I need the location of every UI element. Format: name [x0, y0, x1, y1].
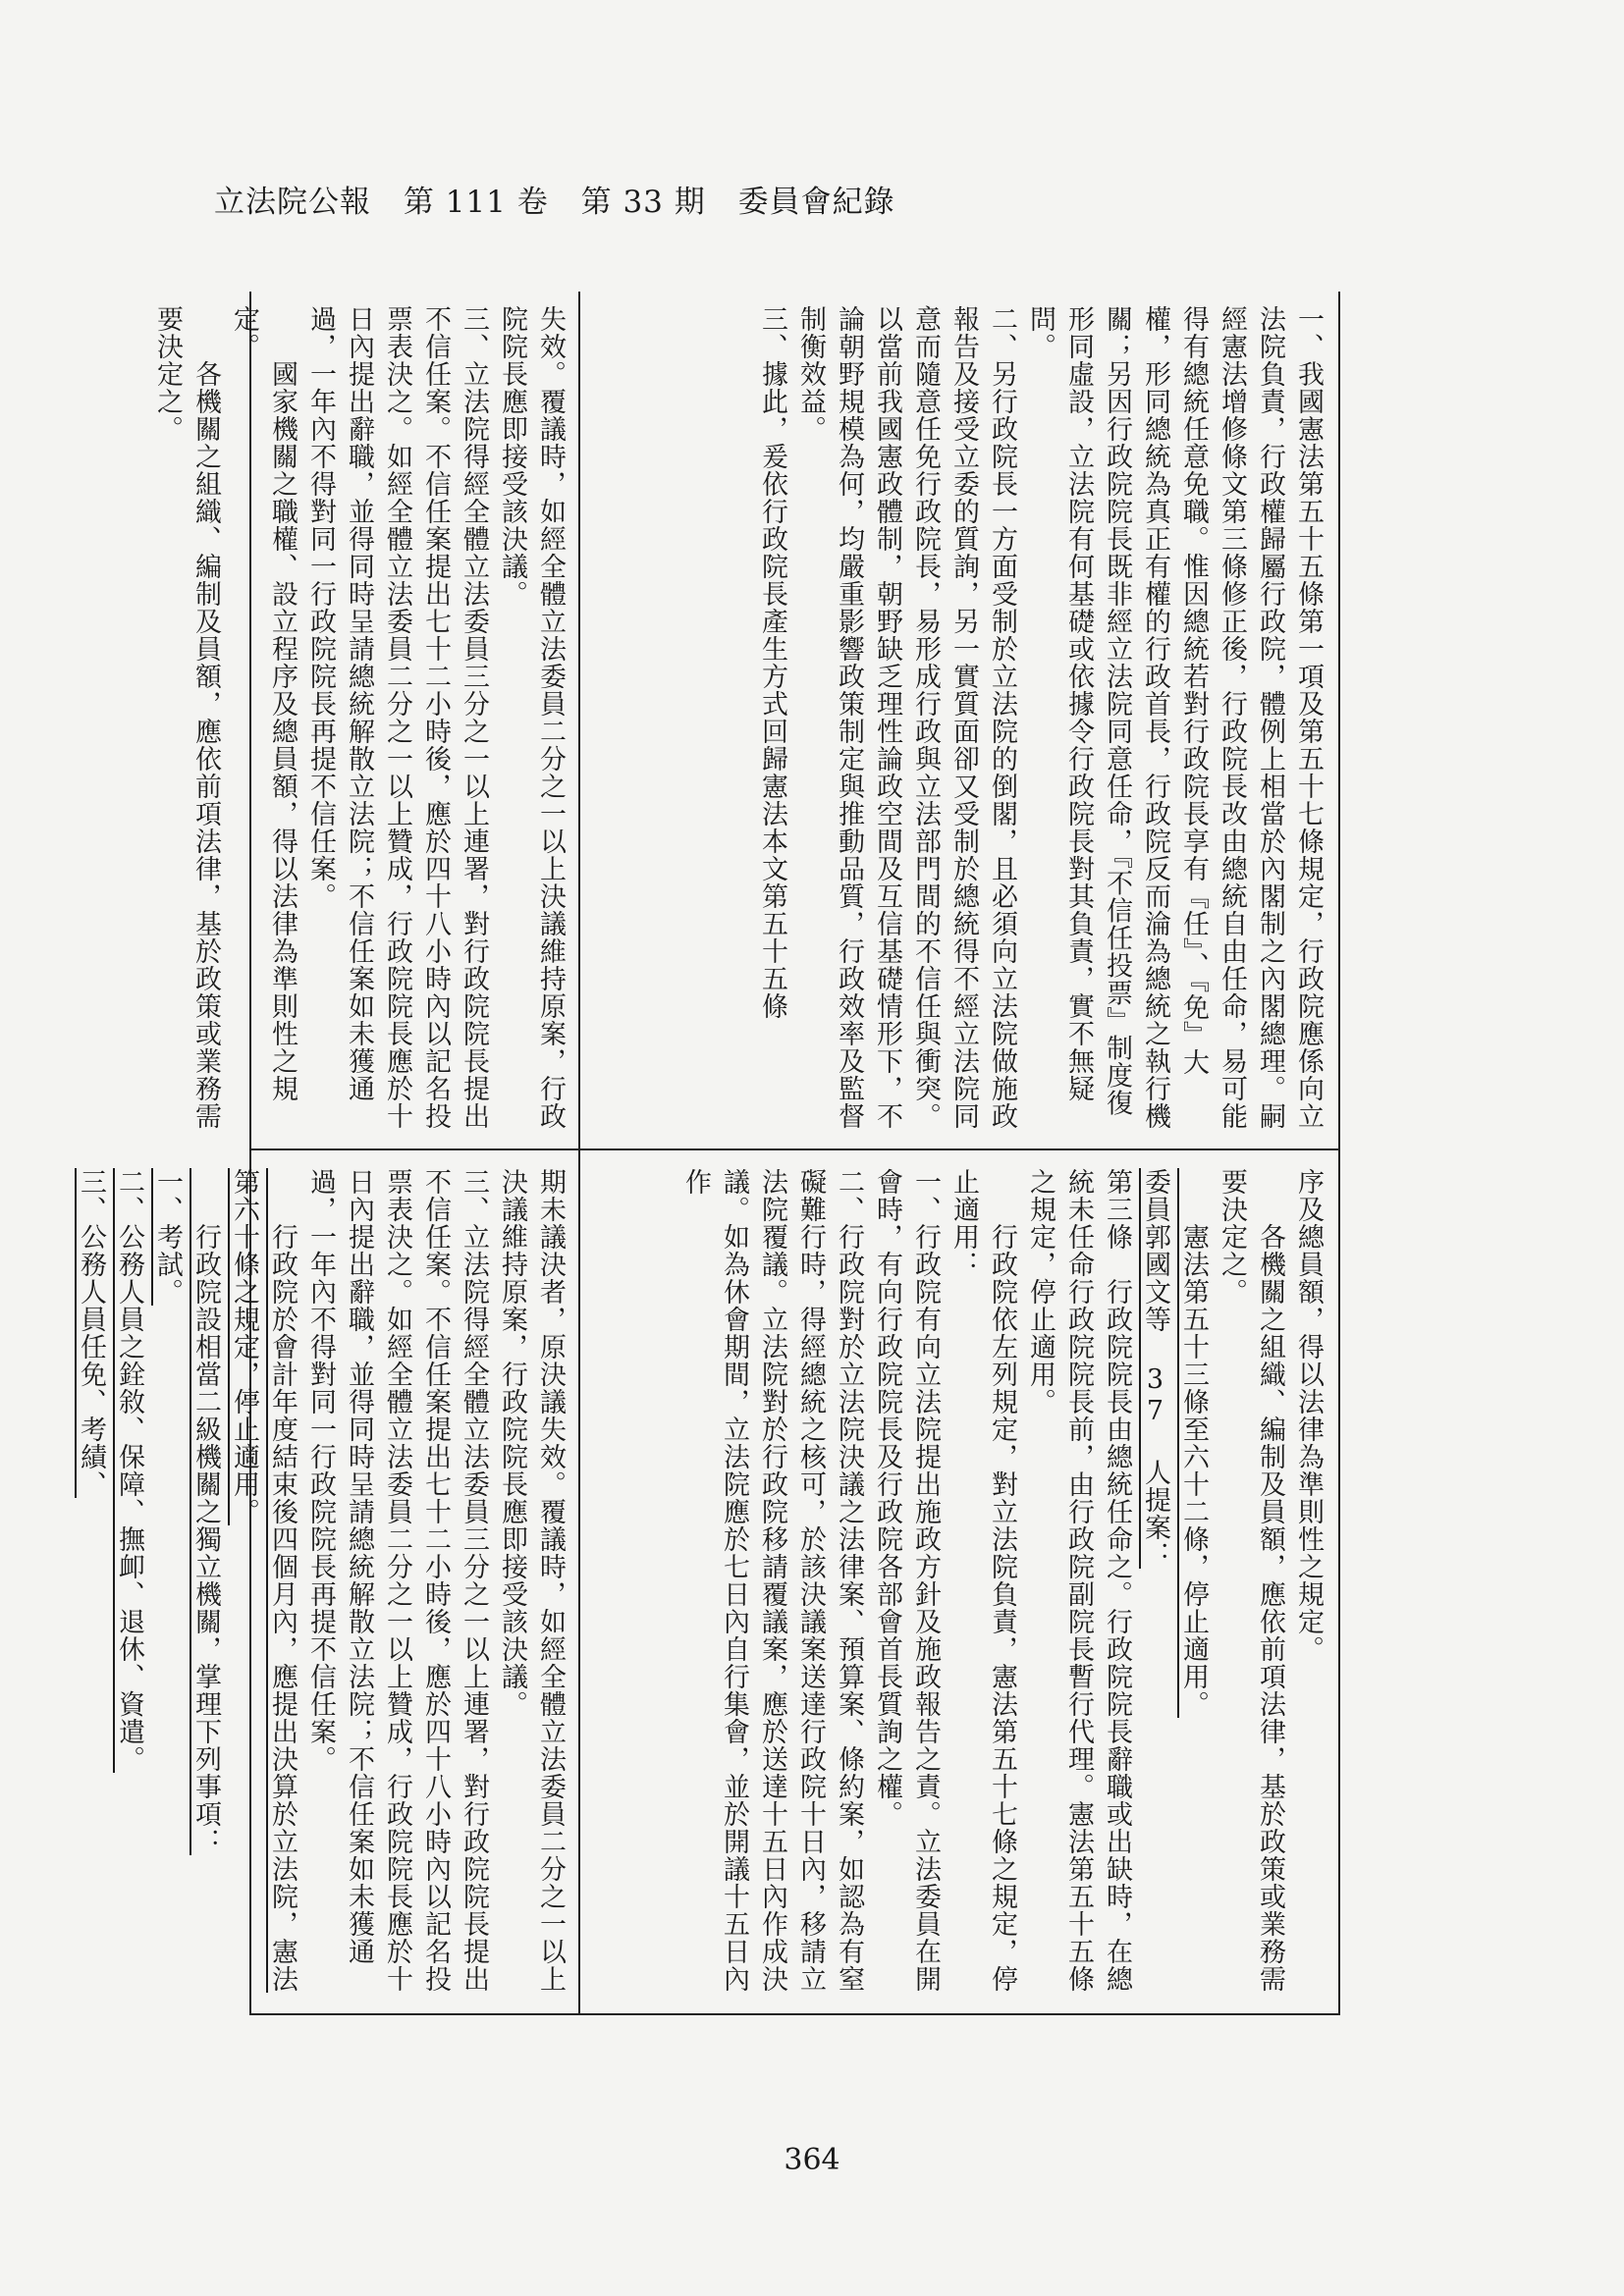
page-header [214, 177, 917, 221]
paragraph: 各機關之組織、編制及員額，應依前項法律，基於政策或業務需要決定之。 [152, 305, 221, 1130]
column-divider [578, 292, 580, 1148]
column-top-left [152, 305, 569, 1130]
paragraph-underlined: 行政院於會計年度結束後四個月內，應提出決算於立法院，憲法第六十條之規定，停止適用。 [229, 1168, 298, 1993]
paragraph: 三、據此，爰依行政院長產生方式回歸憲法本文第五十五條 [757, 305, 787, 1020]
paragraph: 各機關之組織、編制及員額，應依前項法律，基於政策或業務需要決定之。 [1217, 1168, 1285, 1993]
list-item: 一、考試。 [152, 1168, 183, 1306]
section-name: 委員會紀錄 [737, 185, 895, 220]
proposal-heading: 委員郭國文等 37 人提案： [1140, 1168, 1170, 1569]
paragraph: 失效。覆議時，如經全體立法委員二分之一以上決議維持原案，行政院院長應即接受該決議。 [497, 305, 566, 1130]
paragraph: 三、立法院得經全體立法委員三分之一以上連署，對行政院院長提出不信任案。不信任案提出七十二小時後，應於四十八小時內以記名投票表決之。如經全體立法委員二分之一以上贊成，行政院院長應於十日內提出辭職，並得同時呈請總統解散立法院；不信任案如未獲通過，一年內不得對同一行政院院長再提不信任案。 [305, 305, 489, 1130]
paragraph: 期未議決者，原決議失效。覆議時，如經全體立法委員二分之一以上決議維持原案，行政院院長應即接受該決議。 [497, 1168, 566, 1993]
column-bottom-left [76, 1168, 569, 1998]
volume-number: 第 111 卷 [403, 185, 549, 220]
paragraph: 二、另行政院長一方面受制於立法院的倒閣，且必須向立法院做施政報告及接受立委的質詢，另一實質面卻又受制於總統得不經立法院同意而隨意任免行政院長，易形成行政與立法部門間的不信任與衝突。以當前我國憲政體制，朝野缺乏理性論政空間及互信基礎情形下，不論朝野規模為何，均嚴重影響政策制定與推動品質，行政效率及監督制衡效益。 [795, 305, 1017, 1130]
issue-number: 第 33 期 [580, 185, 706, 220]
paragraph: 一、行政院有向立法院提出施政方針及施政報告之責。立法委員在開會時，有向行政院院長及行政院各部會首長質詢之權。 [872, 1168, 941, 1993]
list-item: 三、公務人員任免、考績、 [76, 1168, 106, 1498]
column-divider [578, 1150, 580, 2015]
paragraph: 二、行政院對於立法院決議之法律案、預算案、條約案，如認為有窒礙難行時，得經總統之核可，於該決議案送達行政院十日內，移請立法院覆議。立法院對於行政院移請覆議案，應於送達十五日內作成決議。如為休會期間，立法院應於七日內自行集會，並於開議十五日內作 [680, 1168, 864, 1993]
paragraph: 行政院依左列規定，對立法院負責，憲法第五十七條之規定，停止適用： [948, 1168, 1017, 1993]
table-row-top [152, 292, 1338, 1148]
column-top-right [593, 305, 1327, 1130]
page-number: 364 [784, 2143, 840, 2177]
paragraph-underlined: 行政院設相當二級機關之獨立機關，掌理下列事項： [190, 1168, 221, 1855]
paragraph: 第三條 行政院院長由總統任命之。行政院院長辭職或出缺時，在總統未任命行政院院長前，由行政院副院長暫行代理。憲法第五十五條之規定，停止適用。 [1025, 1168, 1132, 1993]
paragraph-underlined: 憲法第五十三條至六十二條，停止適用。 [1178, 1168, 1209, 1718]
comparison-table [76, 292, 1340, 2015]
paragraph: 一、我國憲法第五十五條第一項及第五十七條規定，行政院應係向立法院負責，行政權歸屬行政院，體例上相當於內閣制之內閣總理。嗣經憲法增修條文第三條修正後，行政院長改由總統自由任命，易可能得有總統任意免職。惟因總統若對行政院長享有『任』、『免』大權，形同總統為真正有權的行政首長，行政院反而淪為總統之執行機關；另因行政院院長既非經立法院同意任命，『不信任投票』制度復形同虛設，立法院有何基礎或依據令行政院長對其負責，實不無疑問。 [1025, 305, 1324, 1130]
paragraph: 序及總員額，得以法律為準則性之規定。 [1293, 1168, 1324, 1663]
paragraph: 國家機關之職權、設立程序及總員額，得以法律為準則性之規定。 [229, 305, 298, 1102]
paragraph: 三、立法院得經全體立法委員三分之一以上連署，對行政院院長提出不信任案。不信任案提出七十二小時後，應於四十八小時內以記名投票表決之。如經全體立法委員二分之一以上贊成，行政院院長應於十日內提出辭職，並得同時呈請總統解散立法院；不信任案如未獲通過，一年內不得對同一行政院院長再提不信任案。 [305, 1168, 489, 1993]
list-item: 二、公務人員之銓敘、保障、撫卹、退休、資遣。 [114, 1168, 144, 1773]
table-row-bottom [76, 1148, 1338, 2015]
publication-name: 立法院公報 [214, 185, 371, 220]
column-bottom-right [593, 1168, 1327, 1998]
